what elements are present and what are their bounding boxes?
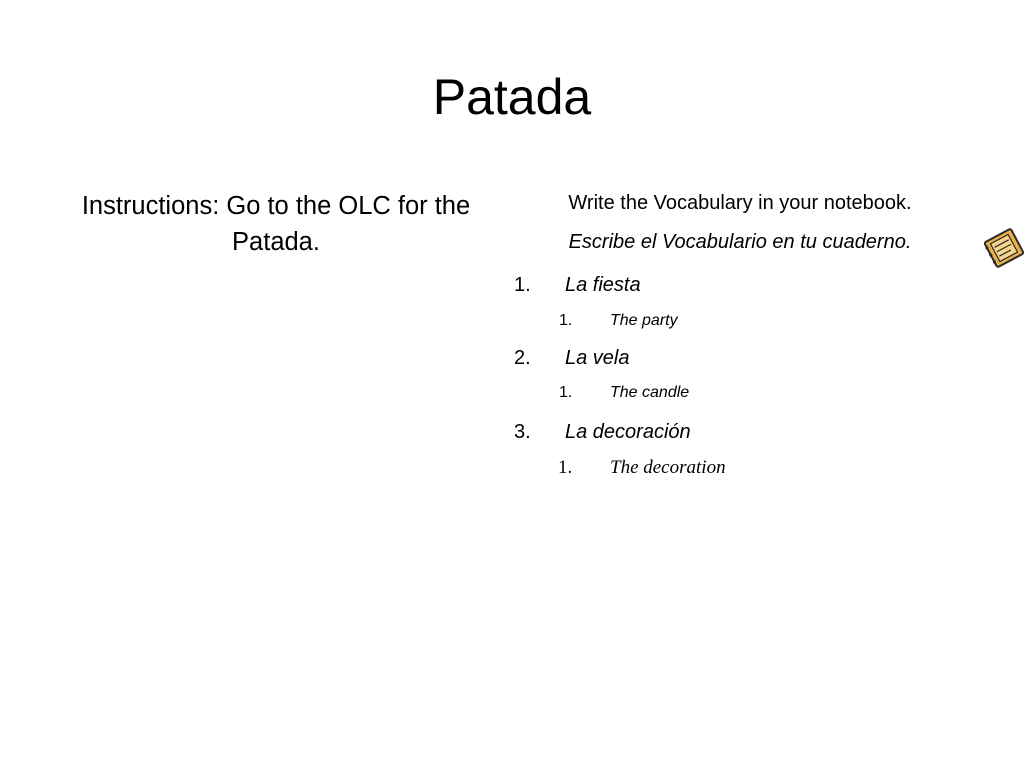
vocab-translation-2: The candle <box>610 384 690 401</box>
vocab-subnumber-1: 1. <box>559 312 573 329</box>
vocab-term-1: La fiesta <box>565 274 641 296</box>
vocab-number-3: 3. <box>514 421 531 443</box>
vocab-translation-1: The party <box>610 312 678 329</box>
vocab-number-2: 2. <box>514 347 531 369</box>
slide-title: Patada <box>432 69 592 125</box>
vocab-term-3: La decoración <box>565 421 691 443</box>
intro-english: Write the Vocabulary in your notebook. <box>568 192 912 214</box>
vocab-subnumber-3: 1. <box>558 457 573 478</box>
vocab-translation-3: The decoration <box>610 457 726 478</box>
vocab-subnumber-2: 1. <box>559 384 573 401</box>
intro-spanish: Escribe el Vocabulario en tu cuaderno. <box>568 231 912 253</box>
vocab-term-2: La vela <box>565 347 630 369</box>
instructions-text: Instructions: Go to the OLC for the Patada. <box>81 192 471 256</box>
vocab-number-1: 1. <box>514 274 531 296</box>
notebook-pencil-icon <box>980 226 1024 270</box>
